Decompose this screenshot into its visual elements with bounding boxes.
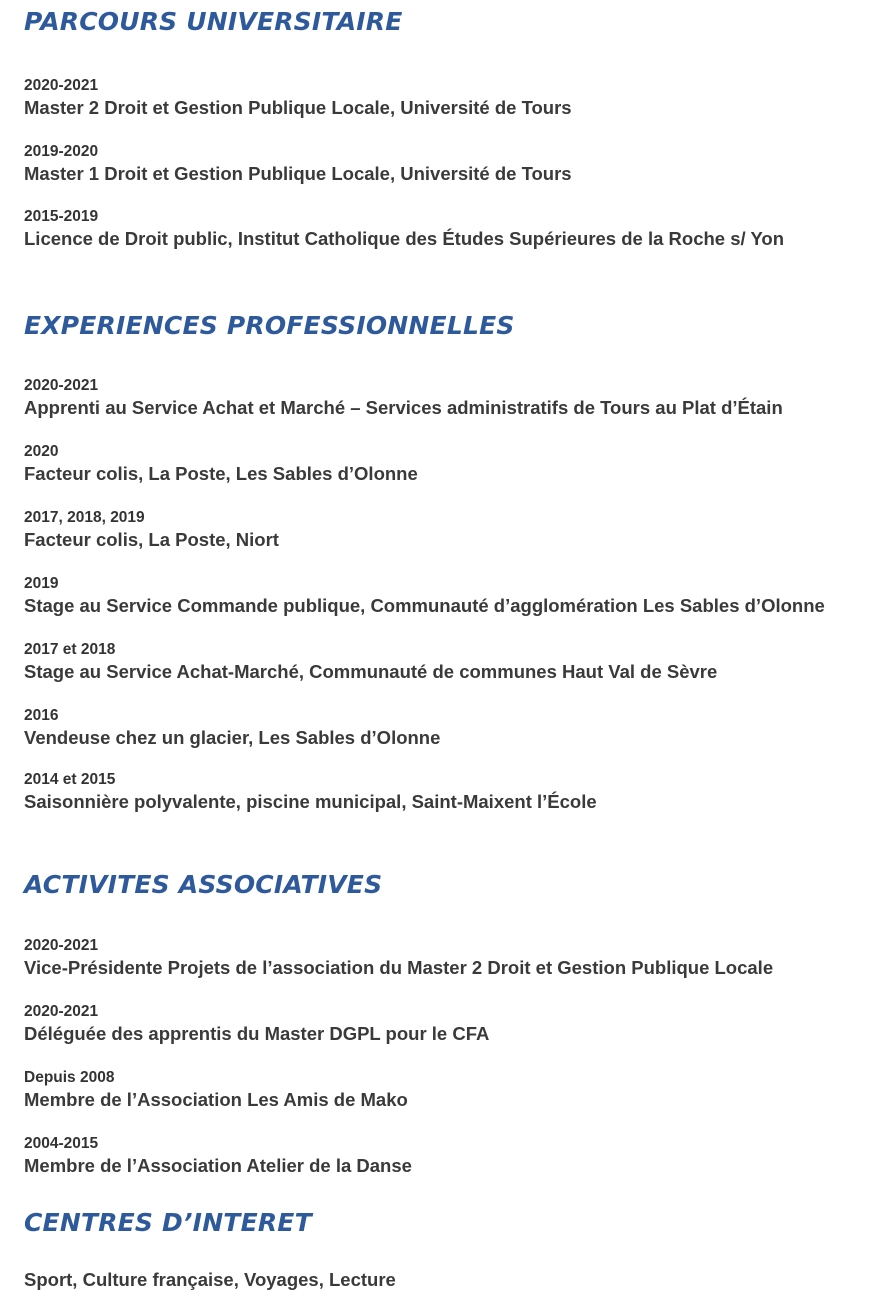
list-item <box>24 376 783 420</box>
entry-date: 2014 et 2015 <box>24 771 116 788</box>
entry-description: Membre de l’Association Les Amis de Mako <box>24 1089 408 1110</box>
entry-date: 2016 <box>24 707 59 724</box>
entry-description: Saisonnière polyvalente, piscine municipal, Saint-Maixent l’École <box>24 791 597 812</box>
list-item <box>24 76 572 120</box>
entry-description: Vice-Présidente Projets de l’association du Master 2 Droit et Gestion Publique Locale <box>24 957 774 978</box>
entry-description: Déléguée des apprentis du Master DGPL pour le CFA <box>24 1023 490 1044</box>
entry-date: 2019 <box>24 575 59 592</box>
entry-description: Membre de l’Association Atelier de la Danse <box>24 1155 412 1176</box>
list-item <box>24 1134 412 1178</box>
section-title-centres-interet: CENTRES D’INTERET <box>24 1208 312 1237</box>
entry-date: 2019-2020 <box>24 143 99 160</box>
interests-text: Sport, Culture française, Voyages, Lecture <box>24 1269 396 1290</box>
entry-description: Facteur colis, La Poste, Les Sables d’Olonne <box>24 463 418 484</box>
entry-date: Depuis 2008 <box>24 1069 115 1086</box>
entry-description: Vendeuse chez un glacier, Les Sables d’Olonne <box>24 727 441 748</box>
list-item <box>24 1068 408 1112</box>
entry-description: Apprenti au Service Achat et Marché – Services administratifs de Tours au Plat d’Étain <box>24 397 783 418</box>
list-item <box>24 442 418 486</box>
entry-date: 2020-2021 <box>24 937 99 954</box>
list-item <box>24 207 784 251</box>
entry-date: 2020-2021 <box>24 1003 99 1020</box>
list-item <box>24 508 279 552</box>
entry-description: Facteur colis, La Poste, Niort <box>24 529 279 550</box>
list-item <box>24 770 597 814</box>
entry-date: 2017 et 2018 <box>24 641 116 658</box>
entry-date: 2017, 2018, 2019 <box>24 509 145 526</box>
entry-description: Stage au Service Achat-Marché, Communauté de communes Haut Val de Sèvre <box>24 661 718 682</box>
section-title-parcours: PARCOURS UNIVERSITAIRE <box>24 7 403 36</box>
entry-date: 2015-2019 <box>24 208 99 225</box>
entry-date: 2004-2015 <box>24 1135 99 1152</box>
entry-date: 2020-2021 <box>24 77 99 94</box>
section-title-activites: ACTIVITES ASSOCIATIVES <box>24 870 383 899</box>
list-item <box>24 574 825 618</box>
list-item <box>24 706 440 750</box>
list-item <box>24 640 717 684</box>
list-item <box>24 142 572 186</box>
list-item <box>24 1002 489 1046</box>
list-item <box>24 936 773 980</box>
entry-date: 2020 <box>24 443 59 460</box>
section-title-experiences: EXPERIENCES PROFESSIONNELLES <box>24 311 515 340</box>
entry-description: Master 2 Droit et Gestion Publique Locale, Université de Tours <box>24 97 572 118</box>
entry-date: 2020-2021 <box>24 377 99 394</box>
entry-description: Master 1 Droit et Gestion Publique Locale, Université de Tours <box>24 163 572 184</box>
entry-description: Licence de Droit public, Institut Catholique des Études Supérieures de la Roche s/ Yon <box>24 228 785 249</box>
entry-description: Stage au Service Commande publique, Communauté d’agglomération Les Sables d’Olonne <box>24 595 825 616</box>
